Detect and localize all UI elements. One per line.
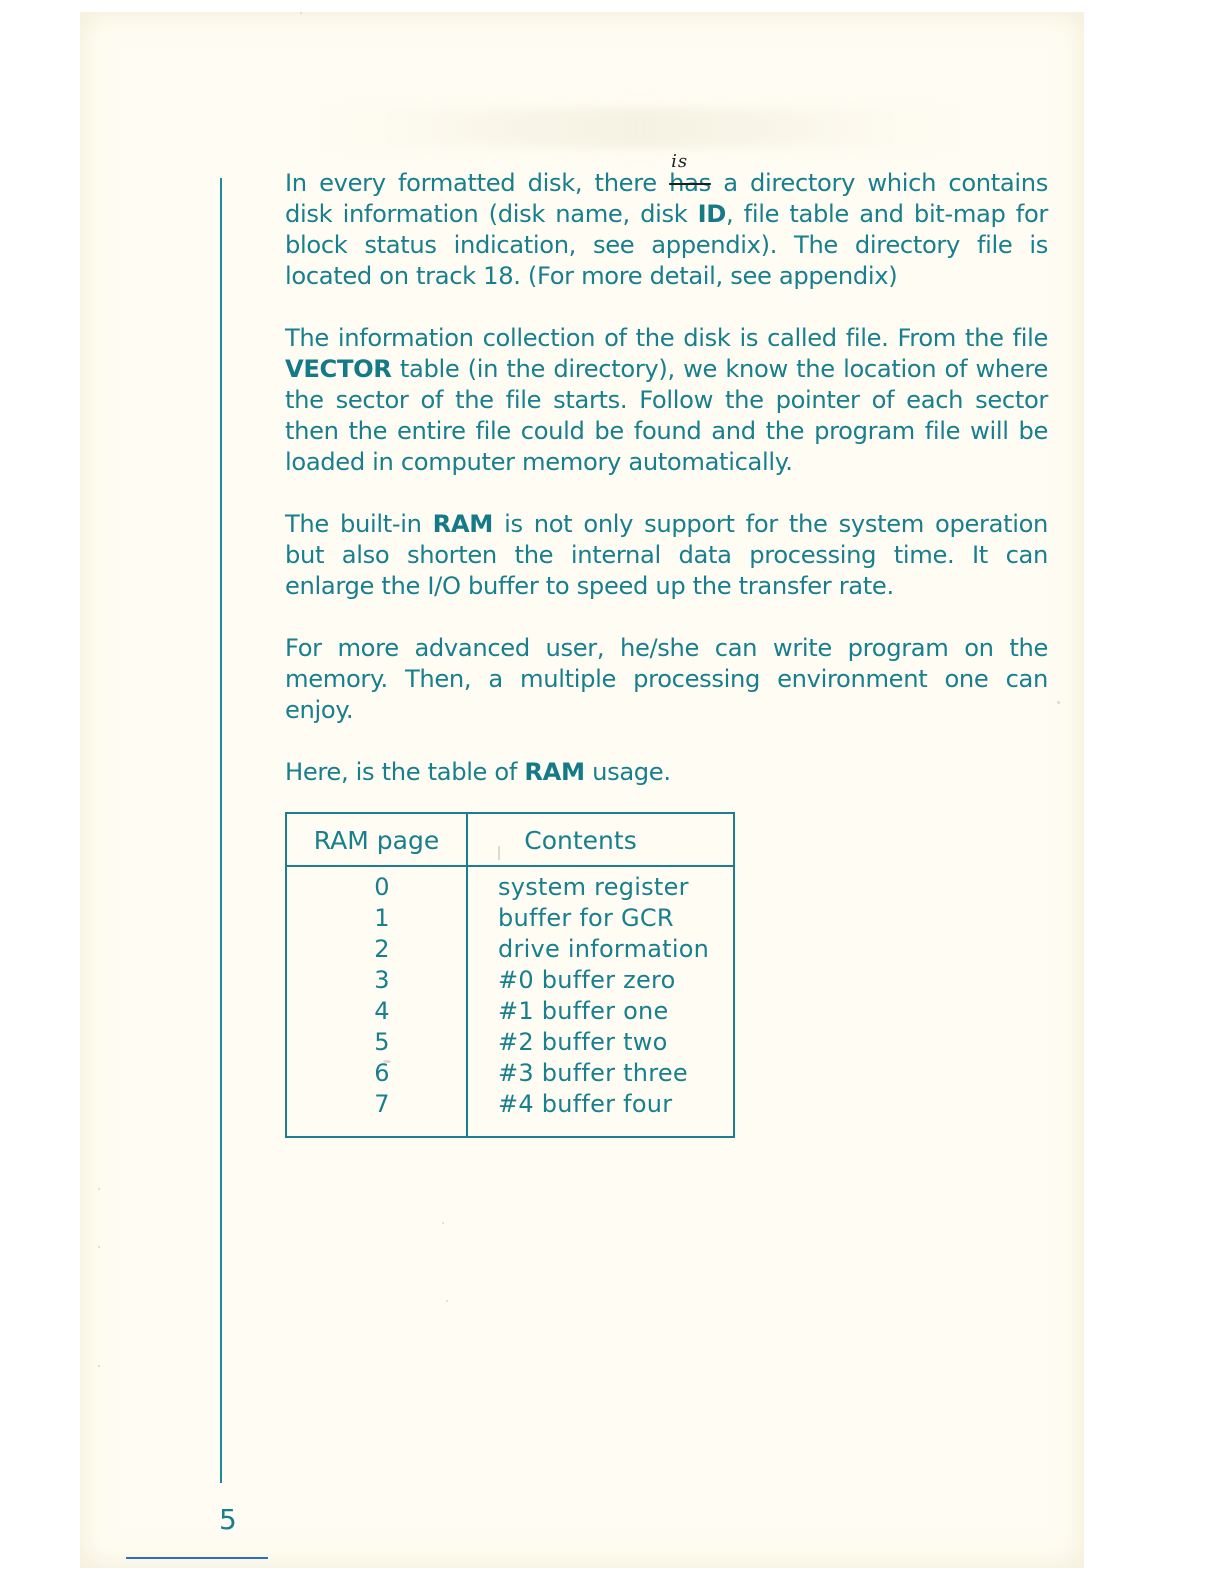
table-header [287, 814, 733, 867]
table-row [287, 1058, 733, 1089]
page-number: 5 [219, 1503, 237, 1536]
table-row [287, 996, 733, 1027]
contents-cell: #4 buffer four [498, 1090, 673, 1118]
paragraph-text: is not only support for the system operation but also shorten the internal data processing time. It can enlarge the I/O buffer to speed up the transfer rate. [285, 510, 1048, 600]
struck-word [669, 151, 711, 199]
ram-page-cell: 0 [374, 873, 390, 901]
paragraph-text: Here, is the table of [285, 758, 525, 786]
table-row [287, 965, 733, 996]
table-row [287, 1089, 733, 1120]
paragraph-built-in-ram [285, 509, 1048, 602]
bold-term: VECTOR [285, 355, 392, 383]
header-contents: Contents [524, 826, 637, 855]
contents-cell: system register [498, 873, 689, 901]
handwritten-correction: is [671, 151, 689, 172]
bottom-rule [126, 1557, 268, 1559]
ram-page-cell: 2 [374, 935, 390, 963]
paragraph-text: The built-in [285, 510, 433, 538]
contents-cell: #2 buffer two [498, 1028, 668, 1056]
bold-term: RAM [432, 510, 494, 538]
scan-speck [1057, 701, 1060, 704]
bold-term: RAM [524, 758, 585, 786]
contents-cell: buffer for GCR [498, 904, 674, 932]
scan-speck [300, 12, 302, 14]
table-body [287, 872, 733, 1120]
table-row [287, 1027, 733, 1058]
bold-term: ID [697, 200, 727, 228]
scan-speck [442, 1222, 444, 1224]
paragraph-text: , file table and bit-map for block status indication, see appendix). The directory file is located on track 18. (For more detail, see appendix) [285, 200, 1049, 290]
ram-page-cell: 3 [374, 966, 390, 994]
body-text [285, 151, 1049, 819]
ram-page-cell: 5 [374, 1028, 390, 1056]
scan-speck [446, 1300, 448, 1302]
paragraph-text: For more advanced user, he/she can write program on the memory. Then, a multiple processing environment one can enjoy. [285, 634, 1048, 724]
scan-speck [98, 1365, 100, 1367]
scan-speck [98, 1246, 100, 1248]
paragraph-text: The information collection of the disk is called file. From the file [285, 324, 1048, 352]
ram-page-cell: 6 [374, 1059, 390, 1087]
paragraph-text: a directory which contains disk information (disk name, disk [285, 169, 1048, 228]
table-row [287, 872, 733, 903]
ram-page-cell: 7 [374, 1090, 390, 1118]
left-margin-rule [220, 178, 222, 1483]
ram-usage-table [285, 812, 735, 1138]
scan-speck [498, 846, 500, 860]
struck-text: has [669, 169, 711, 197]
table-row [287, 903, 733, 934]
paragraph-text: In every formatted disk, there [285, 169, 670, 197]
paragraph-file-vector [285, 323, 1048, 478]
paragraph-text: usage. [584, 758, 671, 786]
contents-cell: #1 buffer one [498, 997, 669, 1025]
paragraph-directory [285, 151, 1049, 292]
contents-cell: drive information [498, 935, 710, 963]
scan-speck [98, 1188, 100, 1190]
table-row [287, 934, 733, 965]
scan-speck [383, 1060, 391, 1063]
paragraph-table-intro [285, 757, 1048, 788]
paragraph-text: table (in the directory), we know the location of where the sector of the file starts. Follow the pointer of each sector then the entire file could be found and the program file will be loaded in computer memory automatically. [285, 355, 1048, 476]
ram-page-cell: 1 [374, 904, 390, 932]
contents-cell: #3 buffer three [498, 1059, 688, 1087]
header-ram-page: RAM page [313, 826, 440, 855]
ram-page-cell: 4 [374, 997, 390, 1025]
bleed-through-heading [320, 108, 960, 148]
contents-cell: #0 buffer zero [498, 966, 676, 994]
paragraph-advanced-user [285, 633, 1048, 726]
